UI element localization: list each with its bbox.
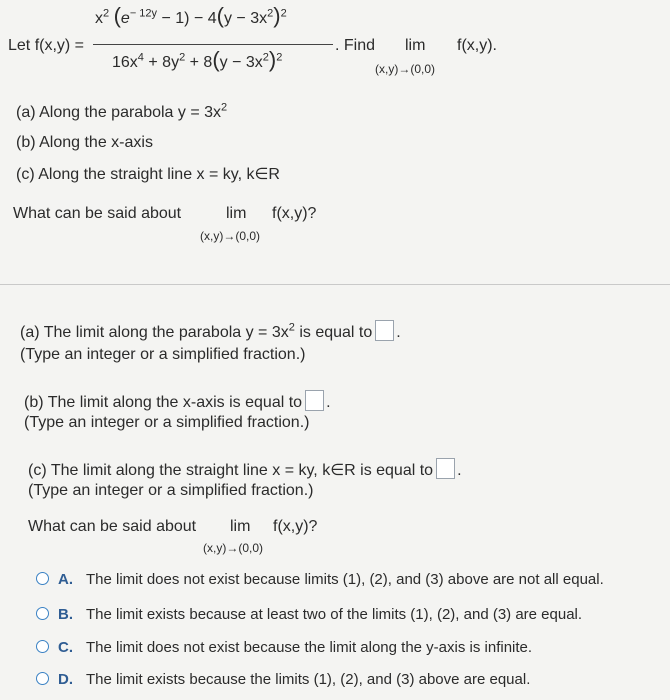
radio-button-icon[interactable] xyxy=(36,672,49,685)
answer-c-hint: (Type an integer or a simplified fraction.) xyxy=(28,482,314,499)
option-d[interactable] xyxy=(36,671,666,691)
lim-label: lim xyxy=(230,518,251,535)
option-letter: A. xyxy=(58,571,73,588)
answer-b-row: (b) The limit along the x-axis is equal to . xyxy=(24,390,331,412)
fraction-bar xyxy=(93,44,333,45)
option-text: The limit exists because the limits (1), (2), and (3) above are equal. xyxy=(86,671,531,688)
let-label: Let f(x,y) = xyxy=(8,37,85,54)
lim-subscript: (x,y)→(0,0) xyxy=(375,62,435,76)
lim-subscript: (x,y)→(0,0) xyxy=(203,541,263,555)
answer-c-row: (c) The limit along the straight line x = ky, k∈R is equal to . xyxy=(28,458,462,480)
find-label: . Find xyxy=(335,37,376,54)
answer-b-hint: (Type an integer or a simplified fraction.) xyxy=(24,414,310,431)
option-a[interactable] xyxy=(36,571,666,591)
option-text: The limit exists because at least two of the limits (1), (2), and (3) are equal. xyxy=(86,606,583,623)
radio-button-icon[interactable] xyxy=(36,607,49,620)
fraction-denominator: $16x^4 + 8y^2 + 8(y - 3x^2)^2$ xyxy=(112,47,283,72)
answer-c-input[interactable] xyxy=(436,458,455,479)
answer-a-row: (a) The limit along the parabola $y = 3x^2$ is equal to . xyxy=(20,321,401,341)
option-letter: D. xyxy=(58,671,73,688)
option-letter: C. xyxy=(58,639,73,656)
radio-button-icon[interactable] xyxy=(36,640,49,653)
option-text: The limit does not exist because the limit along the y-axis is infinite. xyxy=(86,639,533,656)
option-c[interactable] xyxy=(36,639,666,659)
lim-function: f(x,y)? xyxy=(272,205,317,222)
fraction-numerator: $x^2$ $(e^{- 12y} - 1) - 4(y - 3x^2)^2$ xyxy=(95,3,287,28)
lim-subscript: (x,y)→(0,0) xyxy=(200,229,260,243)
question-what: What can be said about xyxy=(13,205,182,222)
radio-button-icon[interactable] xyxy=(36,572,49,585)
option-letter: B. xyxy=(58,606,73,623)
lim-function: f(x,y)? xyxy=(273,518,318,535)
part-b: (b) Along the x-axis xyxy=(16,134,153,151)
answer-b-input[interactable] xyxy=(305,390,324,411)
lim-function: f(x,y). xyxy=(457,37,497,54)
answer-a-input[interactable] xyxy=(375,320,394,341)
option-b[interactable] xyxy=(36,606,666,626)
option-text: The limit does not exist because limits (1), (2), and (3) above are not all equal. xyxy=(86,571,604,588)
lim-label: lim xyxy=(226,205,247,222)
section-divider xyxy=(0,284,670,285)
part-c: (c) Along the straight line x = ky, k∈R xyxy=(16,166,280,183)
question-what: What can be said about xyxy=(28,518,197,535)
answer-a-hint: (Type an integer or a simplified fraction.) xyxy=(20,346,306,363)
lim-label: lim xyxy=(405,37,426,54)
part-a: (a) Along the parabola $y = 3x^2$ xyxy=(16,101,228,121)
